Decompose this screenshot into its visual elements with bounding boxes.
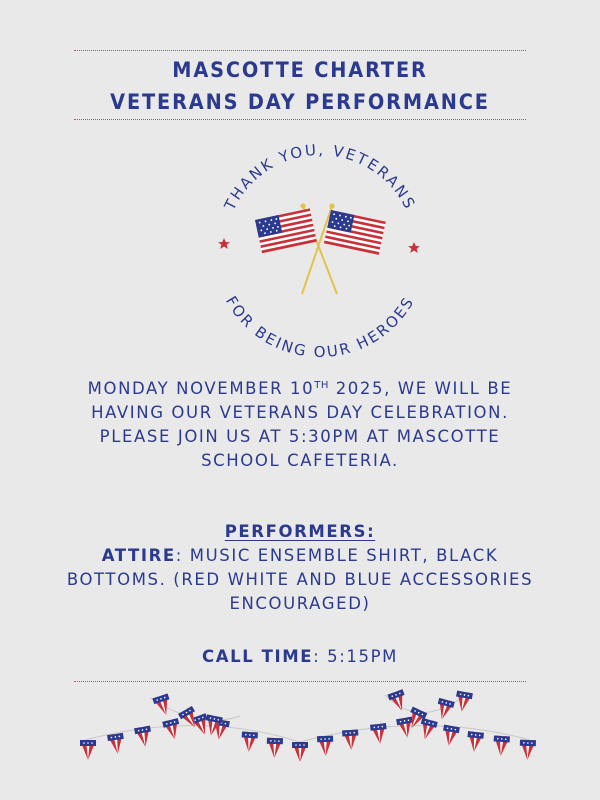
pennant-flag — [434, 698, 455, 721]
star-icon — [218, 238, 230, 249]
pennant-flag — [107, 733, 126, 755]
page-title-line2: VETERANS DAY PERFORMANCE — [110, 90, 490, 114]
pennant-flag — [454, 691, 473, 713]
pennant-flag — [317, 736, 334, 757]
pennant-flag — [370, 723, 388, 745]
pennant-flag — [162, 718, 182, 741]
attire-label: ATTIRE — [101, 546, 176, 565]
attire-line2: BOTTOMS. (RED WHITE AND BLUE ACCESSORIES — [66, 570, 534, 589]
call-time-label: CALL TIME — [202, 647, 314, 666]
pennant-flag — [441, 725, 460, 747]
attire-line3: ENCOURAGED) — [229, 594, 371, 613]
top-divider — [74, 50, 526, 51]
attire-line1: ATTIRE: MUSIC ENSEMBLE SHIRT, BLACK — [101, 546, 499, 565]
pennant-flag — [342, 729, 359, 750]
star-icon — [408, 242, 420, 253]
crossed-us-flags-icon — [255, 203, 386, 294]
announcement-line2: HAVING OUR VETERANS DAY CELEBRATION. — [91, 403, 509, 422]
announcement-line3: PLEASE JOIN US AT 5:30PM AT MASCOTTE — [99, 427, 501, 446]
pennant-flag — [292, 742, 308, 762]
call-time — [60, 645, 540, 669]
title-divider — [74, 119, 526, 120]
page-title-line1: MASCOTTE CHARTER — [172, 58, 428, 82]
bunting-decoration — [0, 680, 600, 800]
announcement-text — [60, 374, 540, 473]
thank-you-veterans-emblem — [200, 140, 440, 360]
performers-section — [60, 520, 540, 616]
announcement-line4: SCHOOL CAFETERIA. — [201, 451, 399, 470]
pennant-flag — [134, 726, 153, 748]
pennant-flag — [152, 694, 173, 718]
pennant-flag — [466, 731, 484, 753]
performers-heading: PERFORMERS: — [224, 522, 376, 541]
pennant-flag — [266, 738, 283, 759]
pennant-flag — [493, 735, 510, 756]
pennant-flag — [417, 718, 438, 741]
pennant-flag — [241, 731, 258, 752]
pennant-flag — [80, 740, 96, 760]
call-time-value: : 5:15PM — [313, 647, 398, 666]
arc-text-top: THANK YOU, VETERANS — [220, 140, 420, 214]
announcement-line1: MONDAY NOVEMBER 10TH 2025, WE WILL BE — [87, 379, 513, 398]
arc-text-bottom: FOR BEING OUR HEROES — [221, 292, 419, 360]
pennant-flag — [519, 740, 536, 761]
